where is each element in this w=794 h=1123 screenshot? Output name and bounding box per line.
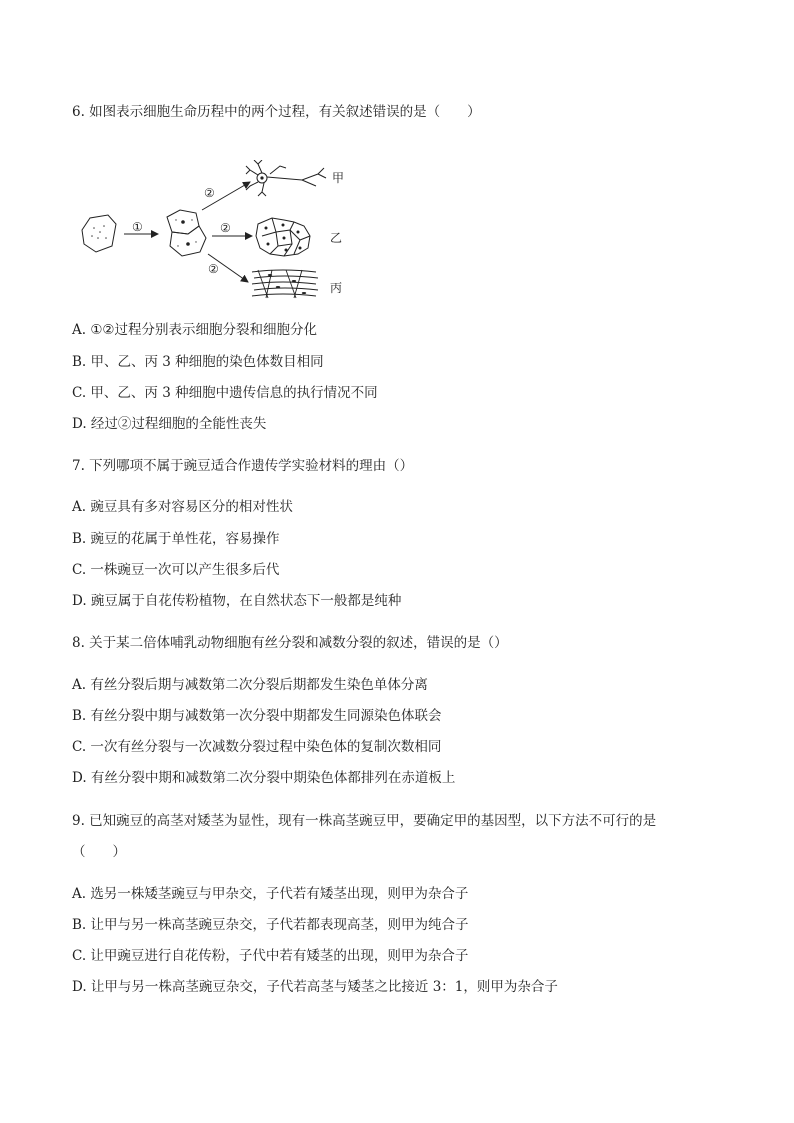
- q6-option-a: A. ①②过程分别表示细胞分裂和细胞分化: [72, 322, 318, 338]
- label-jia: 甲: [332, 171, 345, 185]
- q8-option-c: C. 一次有丝分裂与一次减数分裂过程中染色体的复制次数相同: [72, 739, 442, 755]
- q8-stem: 8. 关于某二倍体哺乳动物细胞有丝分裂和减数分裂的叙述，错误的是（）: [72, 635, 508, 651]
- step2-top-label: ②: [204, 186, 215, 200]
- cell-process-diagram: [72, 160, 362, 305]
- q9-stem-line2: （ ）: [72, 844, 126, 860]
- original-cell-dots: [91, 225, 107, 239]
- q8-option-a: A. 有丝分裂后期与减数第二次分裂后期都发生染色单体分离: [72, 677, 428, 693]
- original-cell: [82, 215, 116, 252]
- muscle-fibers: [252, 270, 318, 298]
- q8-option-d: D. 有丝分裂中期和减数第二次分裂中期染色体都排列在赤道板上: [72, 770, 456, 786]
- divided-cell-bottom: [170, 226, 206, 256]
- q9-option-d: D. 让甲与另一株高茎豌豆杂交，子代若高茎与矮茎之比接近 3：1，则甲为杂合子: [72, 979, 558, 995]
- q7-option-c: C. 一株豌豆一次可以产生很多后代: [72, 562, 280, 578]
- q6-stem: 6. 如图表示细胞生命历程中的两个过程，有关叙述错误的是（ ）: [72, 104, 481, 120]
- label-yi: 乙: [330, 231, 343, 245]
- neuron-cell: [246, 160, 326, 196]
- q6-option-d: D. 经过②过程细胞的全能性丧失: [72, 416, 267, 432]
- step2-bot-label: ②: [208, 262, 219, 276]
- q6-option-c: C. 甲、乙、丙 3 种细胞中遗传信息的执行情况不同: [72, 385, 378, 401]
- q9-option-a: A. 选另一株矮茎豌豆与甲杂交，子代若有矮茎出现，则甲为杂合子: [72, 886, 469, 902]
- cell-process-svg: [72, 160, 362, 305]
- label-bing: 丙: [330, 281, 343, 295]
- q7-option-d: D. 豌豆属于自花传粉植物，在自然状态下一般都是纯种: [72, 593, 402, 609]
- q6-option-b: B. 甲、乙、丙 3 种细胞的染色体数目相同: [72, 354, 324, 370]
- step2-mid-label: ②: [220, 221, 231, 235]
- q9-stem-line1: 9. 已知豌豆的高茎对矮茎为显性，现有一株高茎豌豆甲，要确定甲的基因型，以下方法不可行的是: [72, 813, 657, 829]
- q9-option-b: B. 让甲与另一株高茎豌豆杂交，子代若都表现高茎，则甲为纯合子: [72, 917, 469, 933]
- q7-stem: 7. 下列哪项不属于豌豆适合作遗传学实验材料的理由（）: [72, 458, 414, 474]
- q8-option-b: B. 有丝分裂中期与减数第一次分裂中期都发生同源染色体联会: [72, 708, 442, 724]
- step1-label: ①: [132, 220, 143, 234]
- q9-option-c: C. 让甲豌豆进行自花传粉，子代中若有矮茎的出现，则甲为杂合子: [72, 948, 469, 964]
- q7-option-b: B. 豌豆的花属于单性花，容易操作: [72, 531, 280, 547]
- q7-option-a: A. 豌豆具有多对容易区分的相对性状: [72, 499, 293, 515]
